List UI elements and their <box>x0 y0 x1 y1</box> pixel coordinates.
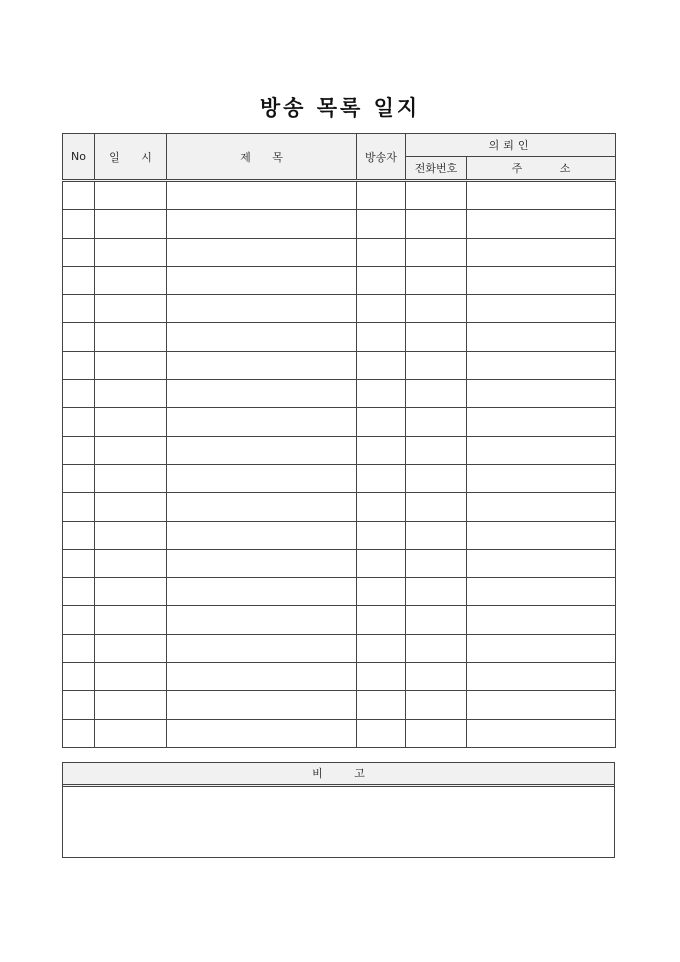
datetime-cell[interactable] <box>95 464 167 492</box>
datetime-cell[interactable] <box>95 181 167 210</box>
broadcaster-cell[interactable] <box>357 606 406 634</box>
address-cell[interactable] <box>467 181 616 210</box>
broadcaster-cell[interactable] <box>357 181 406 210</box>
no-cell[interactable] <box>63 351 95 379</box>
table-row <box>63 634 616 662</box>
subject-cell[interactable] <box>167 521 357 549</box>
broadcaster-cell[interactable] <box>357 210 406 238</box>
broadcaster-cell[interactable] <box>357 663 406 691</box>
subject-cell[interactable] <box>167 295 357 323</box>
broadcaster-cell[interactable] <box>357 521 406 549</box>
subject-cell[interactable] <box>167 663 357 691</box>
address-cell[interactable] <box>467 719 616 747</box>
header-subject: 제 목 <box>167 134 357 181</box>
no-cell[interactable] <box>63 691 95 719</box>
no-cell[interactable] <box>63 578 95 606</box>
broadcaster-cell[interactable] <box>357 408 406 436</box>
header-no: No <box>63 134 95 181</box>
subject-cell[interactable] <box>167 266 357 294</box>
datetime-cell[interactable] <box>95 578 167 606</box>
broadcaster-cell[interactable] <box>357 351 406 379</box>
datetime-cell[interactable] <box>95 436 167 464</box>
datetime-cell[interactable] <box>95 295 167 323</box>
phone-cell[interactable] <box>406 663 467 691</box>
broadcaster-cell[interactable] <box>357 323 406 351</box>
no-cell[interactable] <box>63 210 95 238</box>
header-phone: 전화번호 <box>406 157 467 181</box>
subject-cell[interactable] <box>167 549 357 577</box>
broadcaster-cell[interactable] <box>357 295 406 323</box>
table-row <box>63 351 616 379</box>
log-table-body <box>63 181 616 748</box>
no-cell[interactable] <box>63 634 95 662</box>
address-cell[interactable] <box>467 266 616 294</box>
phone-cell[interactable] <box>406 210 467 238</box>
subject-cell[interactable] <box>167 464 357 492</box>
broadcaster-cell[interactable] <box>357 464 406 492</box>
subject-cell[interactable] <box>167 578 357 606</box>
table-row <box>63 464 616 492</box>
no-cell[interactable] <box>63 323 95 351</box>
subject-cell[interactable] <box>167 408 357 436</box>
no-cell[interactable] <box>63 663 95 691</box>
table-row <box>63 436 616 464</box>
table-row <box>63 295 616 323</box>
datetime-cell[interactable] <box>95 380 167 408</box>
table-row <box>63 578 616 606</box>
subject-cell[interactable] <box>167 238 357 266</box>
address-cell[interactable] <box>467 295 616 323</box>
datetime-cell[interactable] <box>95 521 167 549</box>
datetime-cell[interactable] <box>95 634 167 662</box>
subject-cell[interactable] <box>167 351 357 379</box>
phone-cell[interactable] <box>406 606 467 634</box>
phone-cell[interactable] <box>406 238 467 266</box>
address-cell[interactable] <box>467 493 616 521</box>
subject-cell[interactable] <box>167 719 357 747</box>
no-cell[interactable] <box>63 380 95 408</box>
table-row <box>63 663 616 691</box>
no-cell[interactable] <box>63 521 95 549</box>
header-datetime: 일 시 <box>95 134 167 181</box>
phone-cell[interactable] <box>406 181 467 210</box>
address-cell[interactable] <box>467 408 616 436</box>
datetime-cell[interactable] <box>95 408 167 436</box>
broadcaster-cell[interactable] <box>357 549 406 577</box>
table-row <box>63 380 616 408</box>
phone-cell[interactable] <box>406 380 467 408</box>
address-cell[interactable] <box>467 521 616 549</box>
no-cell[interactable] <box>63 238 95 266</box>
no-cell[interactable] <box>63 493 95 521</box>
no-cell[interactable] <box>63 719 95 747</box>
datetime-cell[interactable] <box>95 266 167 294</box>
table-row <box>63 408 616 436</box>
phone-cell[interactable] <box>406 295 467 323</box>
table-row <box>63 719 616 747</box>
table-row <box>63 549 616 577</box>
broadcaster-cell[interactable] <box>357 238 406 266</box>
phone-cell[interactable] <box>406 493 467 521</box>
header-address: 주 소 <box>467 157 616 181</box>
phone-cell[interactable] <box>406 549 467 577</box>
no-cell[interactable] <box>63 266 95 294</box>
phone-cell[interactable] <box>406 351 467 379</box>
broadcaster-cell[interactable] <box>357 719 406 747</box>
subject-cell[interactable] <box>167 691 357 719</box>
address-cell[interactable] <box>467 606 616 634</box>
broadcaster-cell[interactable] <box>357 380 406 408</box>
table-row <box>63 266 616 294</box>
datetime-cell[interactable] <box>95 210 167 238</box>
phone-cell[interactable] <box>406 634 467 662</box>
phone-cell[interactable] <box>406 691 467 719</box>
address-cell[interactable] <box>467 691 616 719</box>
address-cell[interactable] <box>467 549 616 577</box>
address-cell[interactable] <box>467 663 616 691</box>
table-row <box>63 691 616 719</box>
subject-cell[interactable] <box>167 323 357 351</box>
no-cell[interactable] <box>63 181 95 210</box>
remarks-header: 비 고 <box>63 763 614 787</box>
address-cell[interactable] <box>467 351 616 379</box>
phone-cell[interactable] <box>406 323 467 351</box>
broadcaster-cell[interactable] <box>357 634 406 662</box>
header-broadcaster: 방송자 <box>357 134 406 181</box>
no-cell[interactable] <box>63 408 95 436</box>
table-row <box>63 521 616 549</box>
address-cell[interactable] <box>467 464 616 492</box>
phone-cell[interactable] <box>406 578 467 606</box>
subject-cell[interactable] <box>167 210 357 238</box>
table-row <box>63 181 616 210</box>
phone-cell[interactable] <box>406 521 467 549</box>
address-cell[interactable] <box>467 238 616 266</box>
page-title: 방송 목록 일지 <box>259 96 421 120</box>
datetime-cell[interactable] <box>95 663 167 691</box>
datetime-cell[interactable] <box>95 238 167 266</box>
broadcaster-cell[interactable] <box>357 691 406 719</box>
phone-cell[interactable] <box>406 266 467 294</box>
datetime-cell[interactable] <box>95 493 167 521</box>
no-cell[interactable] <box>63 606 95 634</box>
subject-cell[interactable] <box>167 606 357 634</box>
broadcaster-cell[interactable] <box>357 578 406 606</box>
address-cell[interactable] <box>467 436 616 464</box>
datetime-cell[interactable] <box>95 691 167 719</box>
address-cell[interactable] <box>467 578 616 606</box>
table-row <box>63 238 616 266</box>
datetime-cell[interactable] <box>95 549 167 577</box>
phone-cell[interactable] <box>406 464 467 492</box>
no-cell[interactable] <box>63 464 95 492</box>
table-row <box>63 210 616 238</box>
table-row <box>63 493 616 521</box>
broadcaster-cell[interactable] <box>357 493 406 521</box>
datetime-cell[interactable] <box>95 719 167 747</box>
phone-cell[interactable] <box>406 719 467 747</box>
remarks-field[interactable] <box>63 787 614 857</box>
subject-cell[interactable] <box>167 181 357 210</box>
subject-cell[interactable] <box>167 493 357 521</box>
datetime-cell[interactable] <box>95 606 167 634</box>
address-cell[interactable] <box>467 323 616 351</box>
header-requester: 의뢰인 <box>406 134 616 157</box>
subject-cell[interactable] <box>167 436 357 464</box>
datetime-cell[interactable] <box>95 351 167 379</box>
no-cell[interactable] <box>63 436 95 464</box>
address-cell[interactable] <box>467 380 616 408</box>
subject-cell[interactable] <box>167 634 357 662</box>
table-row <box>63 606 616 634</box>
table-row <box>63 323 616 351</box>
address-cell[interactable] <box>467 210 616 238</box>
address-cell[interactable] <box>467 634 616 662</box>
remarks-section <box>62 762 615 858</box>
broadcaster-cell[interactable] <box>357 436 406 464</box>
datetime-cell[interactable] <box>95 323 167 351</box>
no-cell[interactable] <box>63 549 95 577</box>
no-cell[interactable] <box>63 295 95 323</box>
phone-cell[interactable] <box>406 436 467 464</box>
broadcaster-cell[interactable] <box>357 266 406 294</box>
subject-cell[interactable] <box>167 380 357 408</box>
phone-cell[interactable] <box>406 408 467 436</box>
broadcast-log-table <box>62 133 616 748</box>
